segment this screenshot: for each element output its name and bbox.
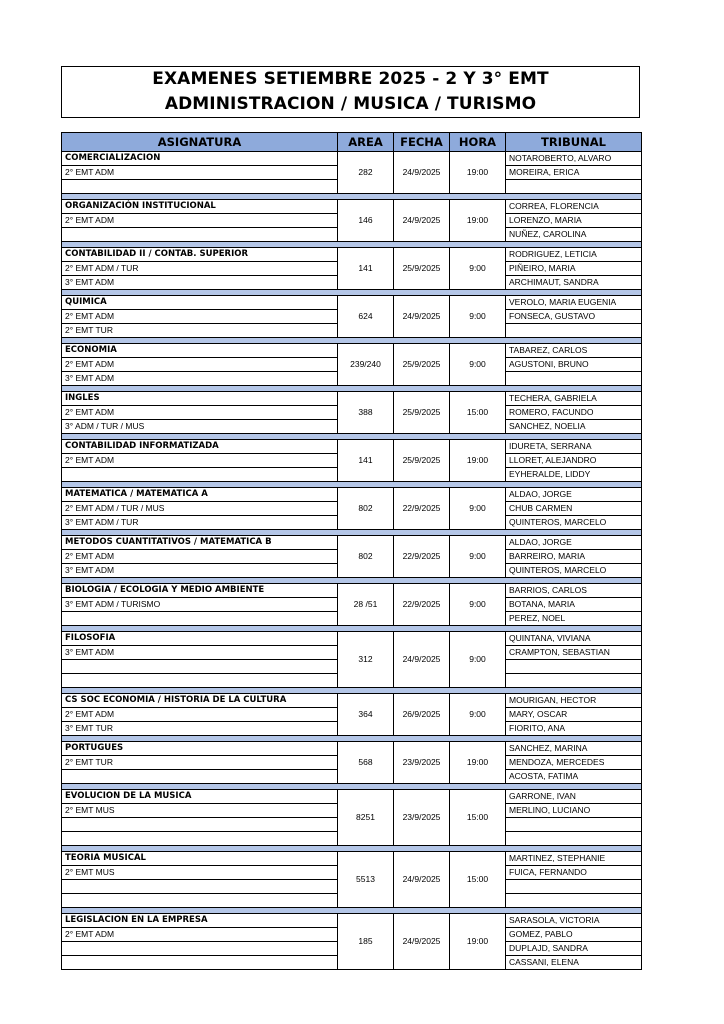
tribunal-member: ARCHIMAUT, SANDRA — [506, 276, 642, 290]
area-cell: 185 — [338, 914, 394, 970]
subject-group: 3° EMT ADM — [62, 564, 338, 578]
exam-row — [62, 790, 642, 804]
blank-cell — [62, 660, 338, 674]
tribunal-member: CASSANI, ELENA — [506, 956, 642, 970]
blank-cell — [62, 468, 338, 482]
blank-cell — [62, 228, 338, 242]
hora-cell: 19:00 — [450, 742, 506, 784]
fecha-cell: 25/9/2025 — [394, 392, 450, 434]
exam-row — [62, 852, 642, 866]
blank-cell — [62, 818, 338, 832]
fecha-cell: 24/9/2025 — [394, 914, 450, 970]
subject-name: METODOS CUANTITATIVOS / MATEMATICA B — [62, 536, 338, 550]
header-tribunal: TRIBUNAL — [506, 133, 642, 152]
blank-cell — [62, 956, 338, 970]
exam-row — [62, 914, 642, 928]
subject-group: 2° EMT ADM — [62, 406, 338, 420]
subject-group: 3° EMT ADM — [62, 372, 338, 386]
header-fecha: FECHA — [394, 133, 450, 152]
tribunal-member: GOMEZ, PABLO — [506, 928, 642, 942]
subject-name: FILOSOFIA — [62, 632, 338, 646]
tribunal-member: CHUB CARMEN — [506, 502, 642, 516]
blank-cell — [62, 942, 338, 956]
fecha-cell: 24/9/2025 — [394, 200, 450, 242]
blank-cell — [506, 674, 642, 688]
subject-name: QUIMICA — [62, 296, 338, 310]
tribunal-member: AGUSTONI, BRUNO — [506, 358, 642, 372]
area-cell: 282 — [338, 152, 394, 194]
subject-name: COMERCIALIZACION — [62, 152, 338, 166]
hora-cell: 9:00 — [450, 632, 506, 688]
tribunal-member: QUINTEROS, MARCELO — [506, 564, 642, 578]
blank-cell — [506, 180, 642, 194]
title-line-2: ADMINISTRACION / MUSICA / TURISMO — [164, 94, 537, 114]
area-cell: 802 — [338, 488, 394, 530]
blank-cell — [506, 372, 642, 386]
tribunal-member: CRAMPTON, SEBASTIAN — [506, 646, 642, 660]
hora-cell: 9:00 — [450, 344, 506, 386]
area-cell: 8251 — [338, 790, 394, 846]
subject-name: CONTABILIDAD II / CONTAB. SUPERIOR — [62, 248, 338, 262]
blank-cell — [506, 832, 642, 846]
hora-cell: 9:00 — [450, 584, 506, 626]
exam-row — [62, 344, 642, 358]
exam-row — [62, 296, 642, 310]
hora-cell: 9:00 — [450, 536, 506, 578]
tribunal-member: GARRONE, IVAN — [506, 790, 642, 804]
hora-cell: 9:00 — [450, 296, 506, 338]
fecha-cell: 24/9/2025 — [394, 852, 450, 908]
tribunal-member: SARASOLA, VICTORIA — [506, 914, 642, 928]
exam-row — [62, 440, 642, 454]
tribunal-member: ALDAO, JORGE — [506, 536, 642, 550]
hora-cell: 9:00 — [450, 248, 506, 290]
tribunal-member: NOTAROBERTO, ALVARO — [506, 152, 642, 166]
subject-group: 3° EMT ADM — [62, 646, 338, 660]
subject-group: 2° EMT TUR — [62, 756, 338, 770]
hora-cell: 9:00 — [450, 694, 506, 736]
tribunal-member: SANCHEZ, MARINA — [506, 742, 642, 756]
exam-row — [62, 632, 642, 646]
blank-cell — [62, 180, 338, 194]
area-cell: 239/240 — [338, 344, 394, 386]
tribunal-member: BARREIRO, MARIA — [506, 550, 642, 564]
hora-cell: 19:00 — [450, 914, 506, 970]
subject-name: CONTABILIDAD INFORMATIZADA — [62, 440, 338, 454]
tribunal-member: ALDAO, JORGE — [506, 488, 642, 502]
exam-row — [62, 536, 642, 550]
blank-cell — [62, 674, 338, 688]
fecha-cell: 22/9/2025 — [394, 536, 450, 578]
header-hora: HORA — [450, 133, 506, 152]
subject-group: 2° EMT ADM / TUR — [62, 262, 338, 276]
tribunal-member: FIORITO, ANA — [506, 722, 642, 736]
title-line-1: EXAMENES SETIEMBRE 2025 - 2 Y 3° EMT — [152, 69, 549, 89]
area-cell: 141 — [338, 248, 394, 290]
subject-name: TEORIA MUSICAL — [62, 852, 338, 866]
subject-group: 2° EMT MUS — [62, 866, 338, 880]
tribunal-member: NUÑEZ, CAROLINA — [506, 228, 642, 242]
exam-row — [62, 200, 642, 214]
blank-cell — [62, 612, 338, 626]
hora-cell: 15:00 — [450, 392, 506, 434]
area-cell: 312 — [338, 632, 394, 688]
tribunal-member: MOREIRA, ERICA — [506, 166, 642, 180]
blank-cell — [506, 880, 642, 894]
area-cell: 802 — [338, 536, 394, 578]
subject-group: 2° EMT ADM — [62, 928, 338, 942]
fecha-cell: 25/9/2025 — [394, 440, 450, 482]
blank-cell — [506, 660, 642, 674]
exam-row — [62, 392, 642, 406]
subject-name: LEGISLACION EN LA EMPRESA — [62, 914, 338, 928]
blank-cell — [62, 880, 338, 894]
subject-group: 2° EMT ADM — [62, 310, 338, 324]
area-cell: 388 — [338, 392, 394, 434]
tribunal-member: BARRIOS, CARLOS — [506, 584, 642, 598]
area-cell: 624 — [338, 296, 394, 338]
tribunal-member: QUINTANA, VIVIANA — [506, 632, 642, 646]
blank-cell — [506, 324, 642, 338]
header-row — [62, 133, 642, 152]
blank-cell — [62, 770, 338, 784]
tribunal-member: VEROLO, MARIA EUGENIA — [506, 296, 642, 310]
subject-name: INGLES — [62, 392, 338, 406]
subject-name: BIOLOGIA / ECOLOGIA Y MEDIO AMBIENTE — [62, 584, 338, 598]
area-cell: 146 — [338, 200, 394, 242]
subject-group: 3° EMT TUR — [62, 722, 338, 736]
tribunal-member: QUINTEROS, MARCELO — [506, 516, 642, 530]
tribunal-member: FUICA, FERNANDO — [506, 866, 642, 880]
subject-group: 2° EMT MUS — [62, 804, 338, 818]
tribunal-member: MARY, OSCAR — [506, 708, 642, 722]
tribunal-member: DUPLAJD, SANDRA — [506, 942, 642, 956]
subject-name: ORGANIZACIÓN INSTITUCIONAL — [62, 200, 338, 214]
subject-group: 2° EMT ADM — [62, 166, 338, 180]
tribunal-member: TECHERA, GABRIELA — [506, 392, 642, 406]
subject-group: 2° EMT TUR — [62, 324, 338, 338]
tribunal-member: RODRIGUEZ, LETICIA — [506, 248, 642, 262]
fecha-cell: 22/9/2025 — [394, 584, 450, 626]
tribunal-member: FONSECA, GUSTAVO — [506, 310, 642, 324]
fecha-cell: 23/9/2025 — [394, 742, 450, 784]
blank-cell — [506, 818, 642, 832]
tribunal-member: MERLINO, LUCIANO — [506, 804, 642, 818]
title-box — [61, 66, 640, 118]
blank-cell — [506, 894, 642, 908]
subject-group: 2° EMT ADM — [62, 454, 338, 468]
fecha-cell: 26/9/2025 — [394, 694, 450, 736]
exam-body — [62, 152, 642, 970]
header-area: AREA — [338, 133, 394, 152]
exam-row — [62, 694, 642, 708]
tribunal-member: ACOSTA, FATIMA — [506, 770, 642, 784]
tribunal-member: BOTANA, MARIA — [506, 598, 642, 612]
subject-group: 3° ADM / TUR / MUS — [62, 420, 338, 434]
tribunal-member: TABAREZ, CARLOS — [506, 344, 642, 358]
subject-group: 2° EMT ADM — [62, 550, 338, 564]
tribunal-member: IDURETA, SERRANA — [506, 440, 642, 454]
hora-cell: 19:00 — [450, 440, 506, 482]
exam-row — [62, 742, 642, 756]
subject-name: CS SOC ECONOMIA / HISTORIA DE LA CULTURA — [62, 694, 338, 708]
subject-group: 2° EMT ADM — [62, 708, 338, 722]
hora-cell: 9:00 — [450, 488, 506, 530]
exam-row — [62, 248, 642, 262]
tribunal-member: PIÑEIRO, MARIA — [506, 262, 642, 276]
hora-cell: 15:00 — [450, 852, 506, 908]
tribunal-member: ROMERO, FACUNDO — [506, 406, 642, 420]
subject-group: 3° EMT ADM / TUR — [62, 516, 338, 530]
fecha-cell: 24/9/2025 — [394, 296, 450, 338]
exam-row — [62, 584, 642, 598]
area-cell: 364 — [338, 694, 394, 736]
subject-name: EVOLUCION DE LA MUSICA — [62, 790, 338, 804]
tribunal-member: EYHERALDE, LIDDY — [506, 468, 642, 482]
tribunal-member: CORREA, FLORENCIA — [506, 200, 642, 214]
area-cell: 5513 — [338, 852, 394, 908]
fecha-cell: 24/9/2025 — [394, 152, 450, 194]
area-cell: 28 /51 — [338, 584, 394, 626]
hora-cell: 15:00 — [450, 790, 506, 846]
fecha-cell: 22/9/2025 — [394, 488, 450, 530]
fecha-cell: 24/9/2025 — [394, 632, 450, 688]
fecha-cell: 25/9/2025 — [394, 248, 450, 290]
exam-row — [62, 152, 642, 166]
exam-table — [61, 132, 642, 970]
blank-cell — [62, 832, 338, 846]
tribunal-member: MENDOZA, MERCEDES — [506, 756, 642, 770]
area-cell: 141 — [338, 440, 394, 482]
tribunal-member: MARTINEZ, STEPHANIE — [506, 852, 642, 866]
header-asignatura: ASIGNATURA — [62, 133, 338, 152]
tribunal-member: LLORET, ALEJANDRO — [506, 454, 642, 468]
fecha-cell: 23/9/2025 — [394, 790, 450, 846]
tribunal-member: MOURIGAN, HECTOR — [506, 694, 642, 708]
subject-group: 2° EMT ADM — [62, 358, 338, 372]
hora-cell: 19:00 — [450, 200, 506, 242]
subject-name: MATEMATICA / MATEMATICA A — [62, 488, 338, 502]
hora-cell: 19:00 — [450, 152, 506, 194]
subject-group: 2° EMT ADM — [62, 214, 338, 228]
blank-cell — [62, 894, 338, 908]
subject-group: 3° EMT ADM — [62, 276, 338, 290]
subject-group: 3° EMT ADM / TURISMO — [62, 598, 338, 612]
subject-name: PORTUGUES — [62, 742, 338, 756]
tribunal-member: SANCHEZ, NOELIA — [506, 420, 642, 434]
fecha-cell: 25/9/2025 — [394, 344, 450, 386]
tribunal-member: LORENZO, MARIA — [506, 214, 642, 228]
subject-name: ECONOMIA — [62, 344, 338, 358]
subject-group: 2° EMT ADM / TUR / MUS — [62, 502, 338, 516]
area-cell: 568 — [338, 742, 394, 784]
tribunal-member: PEREZ, NOEL — [506, 612, 642, 626]
exam-row — [62, 488, 642, 502]
